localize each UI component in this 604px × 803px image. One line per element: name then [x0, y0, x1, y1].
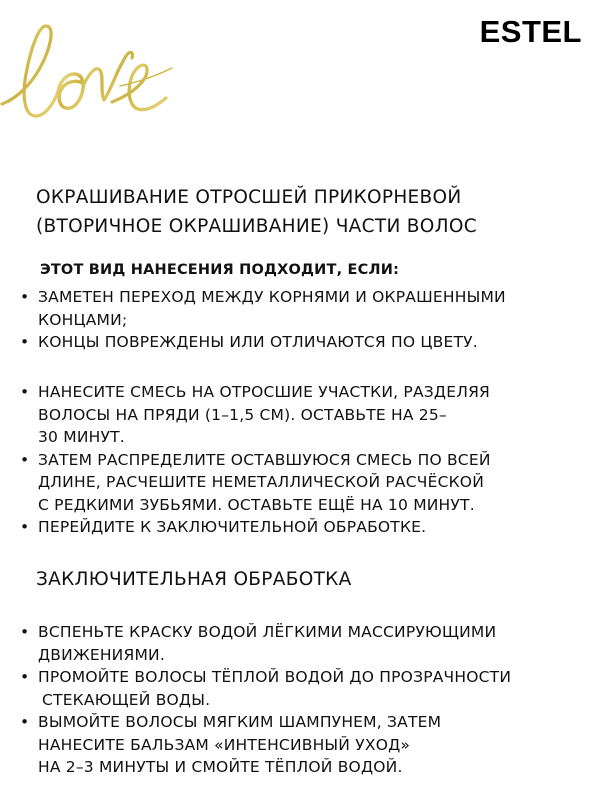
list-item-line: ДВИЖЕНИЯМИ. — [38, 645, 165, 664]
list-item-line: 30 МИНУТ. — [38, 428, 125, 446]
steps-list — [14, 381, 594, 539]
list-item-line: • ВЫМОЙТЕ ВОЛОСЫ МЯГКИМ ШАМПУНЕМ, ЗАТЕМ — [38, 713, 442, 731]
list-item-line: ДЛИНЕ, РАСЧЕШИТЕ НЕМЕТАЛЛИЧЕСКОЙ РАСЧЁСКОЙ — [38, 473, 484, 491]
list-item-line: • НАНЕСИТЕ СМЕСЬ НА ОТРОСШИЕ УЧАСТКИ, РАЗДЕЛЯЯ — [38, 383, 491, 401]
section-title-line: ОКРАШИВАНИЕ ОТРОСШЕЙ ПРИКОРНЕВОЙ — [36, 187, 462, 208]
final-section-title: ЗАКЛЮЧИТЕЛЬНАЯ ОБРАБОТКА — [36, 569, 352, 590]
suitable-subheading: ЭТОТ ВИД НАНЕСЕНИЯ ПОДХОДИТ, ЕСЛИ: — [40, 262, 400, 278]
list-item-line: • ПРОМОЙТЕ ВОЛОСЫ ТЁПЛОЙ ВОДОЙ ДО ПРОЗРАЧНОСТИ — [38, 668, 512, 686]
conditions-list — [14, 286, 594, 354]
list-item-line: ВОЛОСЫ НА ПРЯДИ (1–1,5 СМ). ОСТАВЬТЕ НА 25– — [38, 405, 447, 424]
brand-logo: ESTEL — [479, 14, 582, 49]
section-title-line: (ВТОРИЧНОЕ ОКРАШИВАНИЕ) ЧАСТИ ВОЛОС — [36, 216, 477, 237]
love-script-logo-icon — [0, 12, 175, 124]
list-item — [14, 381, 594, 449]
list-item-line: СТЕКАЮЩЕЙ ВОДЫ. — [42, 690, 211, 709]
list-item-line: • ЗАМЕТЕН ПЕРЕХОД МЕЖДУ КОРНЯМИ И ОКРАШЕННЫМИ — [38, 288, 506, 306]
list-item — [14, 621, 594, 666]
section-title — [36, 183, 586, 241]
list-item — [14, 331, 594, 354]
list-item — [14, 516, 594, 539]
list-item-line: • ПЕРЕЙДИТЕ К ЗАКЛЮЧИТЕЛЬНОЙ ОБРАБОТКЕ. — [38, 518, 427, 536]
list-item — [14, 286, 594, 331]
list-item-line: КОНЦАМИ; — [38, 310, 128, 329]
final-steps-list — [14, 621, 594, 779]
list-item — [14, 449, 594, 517]
list-item-line: • КОНЦЫ ПОВРЕЖДЕНЫ ИЛИ ОТЛИЧАЮТСЯ ПО ЦВЕТУ. — [38, 333, 478, 351]
list-item — [14, 711, 594, 779]
list-item-line: • ВСПЕНЬТЕ КРАСКУ ВОДОЙ ЛЁГКИМИ МАССИРУЮЩИМИ — [38, 623, 497, 641]
list-item-line: НА 2–3 МИНУТЫ И СМОЙТЕ ТЁПЛОЙ ВОДОЙ. — [38, 758, 403, 776]
list-item-line: С РЕДКИМИ ЗУБЬЯМИ. ОСТАВЬТЕ ЕЩЁ НА 10 МИНУТ. — [38, 495, 475, 514]
list-item-line: • ЗАТЕМ РАСПРЕДЕЛИТЕ ОСТАВШУЮСЯ СМЕСЬ ПО ВСЕЙ — [38, 450, 491, 469]
list-item-line: НАНЕСИТЕ БАЛЬЗАМ «ИНТЕНСИВНЫЙ УХОД» — [38, 735, 411, 754]
list-item — [14, 666, 594, 711]
